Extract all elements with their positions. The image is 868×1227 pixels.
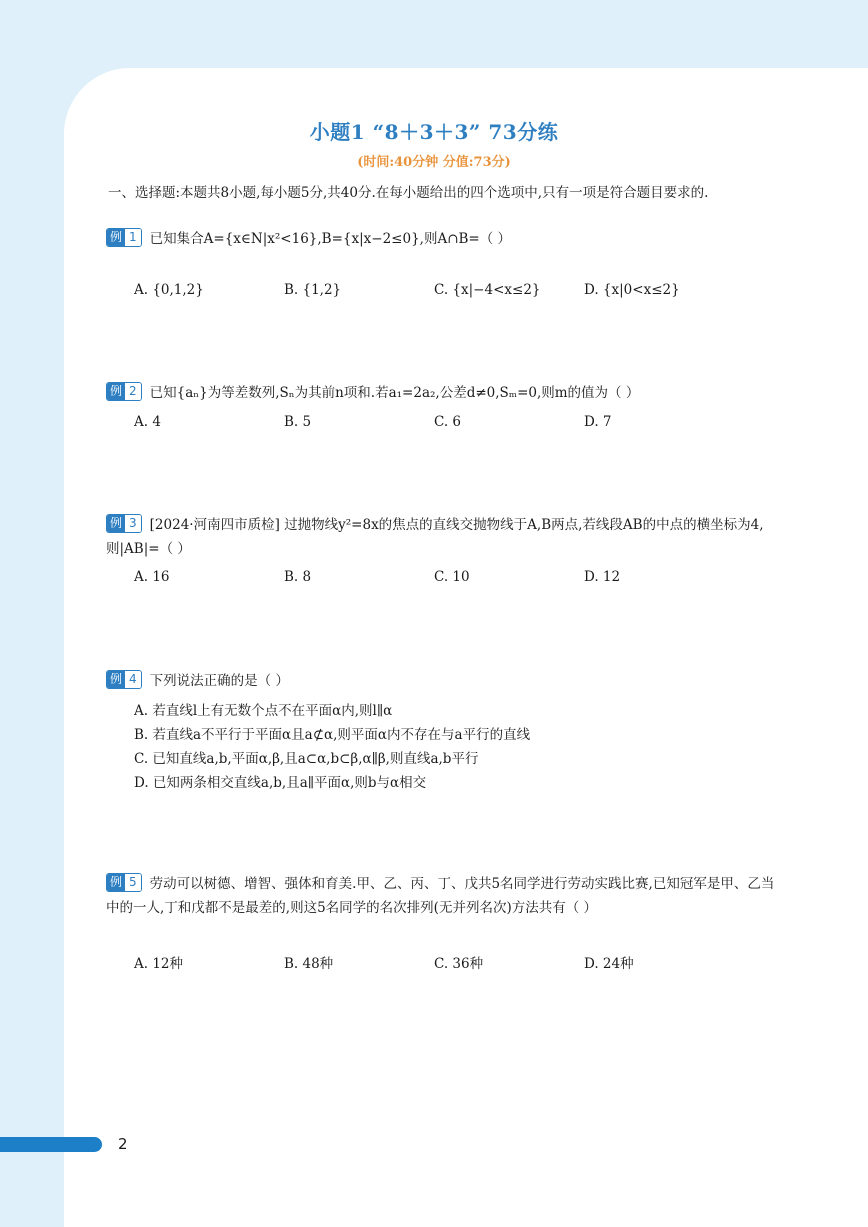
question-badge: 例 1 <box>106 228 142 247</box>
question-text: 已知集合A={x∈N|x²<16},B={x|x−2≤0},则A∩B=（ ） <box>149 231 512 247</box>
page-tab-bar <box>0 1137 102 1152</box>
question-2 <box>106 381 776 405</box>
option-c: C. 10 <box>434 569 470 585</box>
page-number: 2 <box>118 1135 128 1153</box>
option-d: D. 7 <box>584 414 612 430</box>
option-b: B. 5 <box>284 414 312 430</box>
option-b: B. 8 <box>284 569 312 585</box>
page-title: 小题1 “8＋3＋3” 73分练 <box>309 120 559 144</box>
question-badge: 例 5 <box>106 873 142 892</box>
option-a: A. 16 <box>134 569 170 585</box>
question-5 <box>106 872 776 920</box>
options-4 <box>134 699 774 795</box>
question-badge: 例 2 <box>106 382 142 401</box>
option-b: B. {1,2} <box>284 282 342 298</box>
option-a: A. 12种 <box>134 956 184 972</box>
time-score-subtitle: (时间:40分钟 分值:73分) <box>357 155 511 170</box>
question-text: 劳动可以树德、增智、强体和育美.甲、乙、丙、丁、戊共5名同学进行劳动实践比赛,已知冠军是甲、乙当中的一人,丁和戊都不是最差的,则这5名同学的名次排列(无并列名次)方法共有（ ） <box>106 876 775 916</box>
option-d: D. {x|0<x≤2} <box>584 282 680 298</box>
option-c: C. 已知直线a,b,平面α,β,且a⊂α,b⊂β,α∥β,则直线a,b平行 <box>134 751 479 767</box>
option-b: B. 若直线a不平行于平面α且a⊄α,则平面α内不存在与a平行的直线 <box>134 727 531 743</box>
question-text: [2024·河南四市质检] 过抛物线y²=8x的焦点的直线交抛物线于A,B两点,若线段AB的中点的横坐标为4,则|AB|=（ ） <box>106 517 764 557</box>
option-d: D. 已知两条相交直线a,b,且a∥平面α,则b与α相交 <box>134 775 427 791</box>
question-badge: 例 3 <box>106 514 142 533</box>
question-1 <box>106 227 776 251</box>
question-4 <box>106 669 776 693</box>
option-c: C. 36种 <box>434 956 484 972</box>
option-a: A. {0,1,2} <box>134 282 204 298</box>
section-intro: 一、选择题:本题共8小题,每小题5分,共40分.在每小题给出的四个选项中,只有一项是符合题目要求的. <box>108 185 709 201</box>
option-d: D. 12 <box>584 569 621 585</box>
question-badge: 例 4 <box>106 670 142 689</box>
question-text: 下列说法正确的是（ ） <box>149 673 289 689</box>
option-d: D. 24种 <box>584 956 634 972</box>
question-text: 已知{aₙ}为等差数列,Sₙ为其前n项和.若a₁=2a₂,公差d≠0,Sₘ=0,则m的值为（ ） <box>149 385 640 401</box>
option-a: A. 4 <box>134 414 161 430</box>
question-3 <box>106 513 776 561</box>
option-c: C. 6 <box>434 414 462 430</box>
option-c: C. {x|−4<x≤2} <box>434 282 541 298</box>
option-a: A. 若直线l上有无数个点不在平面α内,则l∥α <box>134 703 393 719</box>
option-b: B. 48种 <box>284 956 334 972</box>
